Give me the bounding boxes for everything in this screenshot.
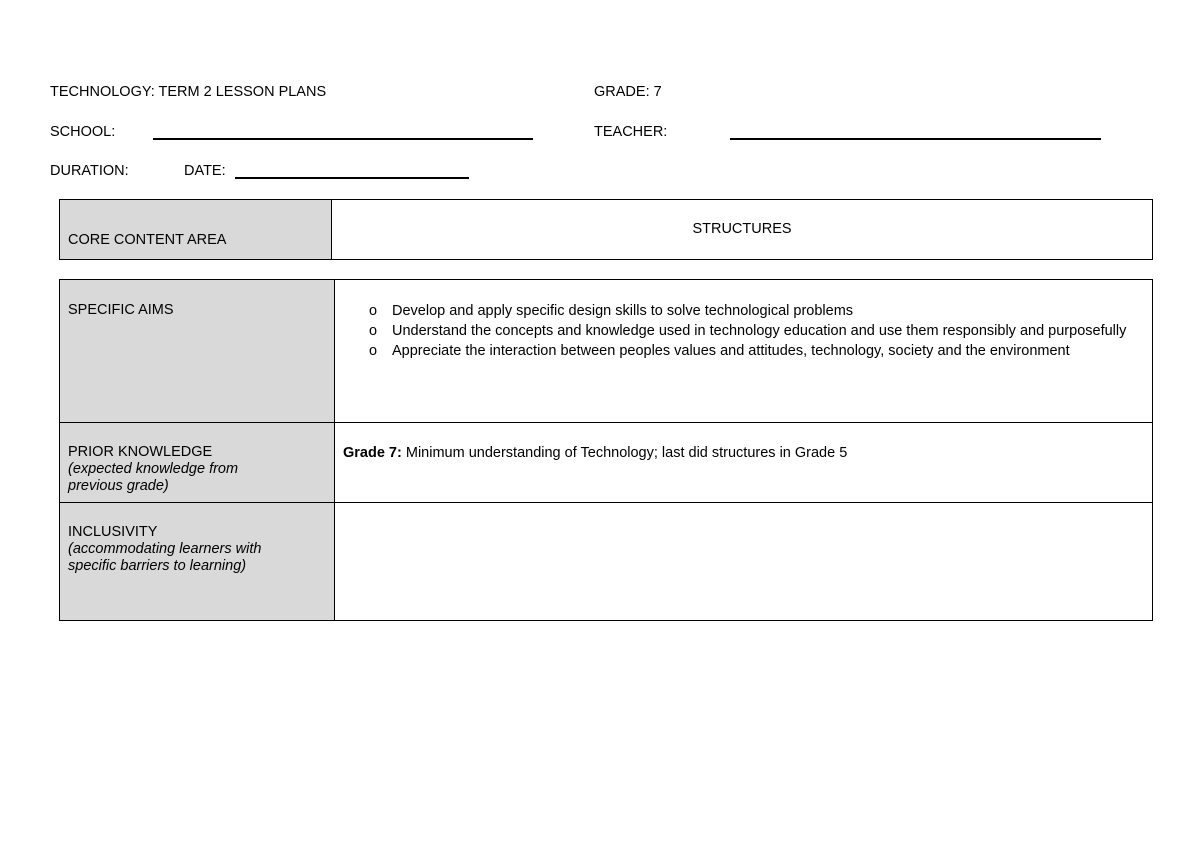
specific-aims-label: SPECIFIC AIMS	[68, 302, 174, 318]
aim-item	[357, 301, 1138, 321]
core-content-label-cell	[60, 200, 332, 260]
grade-label: GRADE: 7	[594, 84, 662, 100]
specific-aims-content-cell	[335, 280, 1153, 423]
bullet-icon: o	[369, 343, 378, 359]
teacher-label: TEACHER:	[594, 124, 668, 140]
inclusivity-label: INCLUSIVITY	[68, 524, 158, 540]
teacher-blank[interactable]	[730, 138, 1101, 140]
aim-item	[357, 321, 1138, 341]
prior-knowledge-label: PRIOR KNOWLEDGE	[68, 444, 213, 460]
date-blank[interactable]	[235, 177, 469, 179]
core-content-row	[60, 200, 1153, 260]
core-content-value: STRUCTURES	[692, 221, 792, 237]
bullet-icon: o	[369, 303, 378, 319]
school-blank[interactable]	[153, 138, 533, 140]
inclusivity-content-cell[interactable]	[335, 503, 1153, 621]
bullet-icon: o	[369, 323, 378, 339]
core-content-label: CORE CONTENT AREA	[68, 232, 227, 248]
prior-knowledge-text: Minimum understanding of Technology; last did structures in Grade 5	[405, 445, 848, 461]
aim-text: Appreciate the interaction between peoples values and attitudes, technology, society and the environment	[392, 343, 1070, 359]
core-content-value-cell	[332, 200, 1153, 260]
specific-aims-label-cell	[60, 280, 335, 423]
inclusivity-sublabel: (accommodating learners with specific barriers to learning)	[68, 541, 262, 574]
prior-knowledge-grade-label: Grade 7:	[343, 445, 402, 461]
core-content-table	[59, 199, 1153, 260]
inclusivity-row	[60, 503, 1153, 621]
lesson-plan-table	[59, 279, 1153, 621]
aim-text: Understand the concepts and knowledge used in technology education and use them responsibly and purposefully	[392, 323, 1127, 339]
inclusivity-label-cell	[60, 503, 335, 621]
date-label: DATE:	[184, 163, 226, 179]
school-label: SCHOOL:	[50, 124, 116, 140]
aim-text: Develop and apply specific design skills to solve technological problems	[392, 303, 854, 319]
document-title: TECHNOLOGY: TERM 2 LESSON PLANS	[50, 84, 327, 100]
prior-knowledge-sublabel: (expected knowledge from previous grade)	[68, 461, 239, 494]
duration-label: DURATION:	[50, 163, 129, 179]
prior-knowledge-label-cell	[60, 423, 335, 503]
prior-knowledge-row	[60, 423, 1153, 503]
prior-knowledge-content-cell	[335, 423, 1153, 503]
specific-aims-row	[60, 280, 1153, 423]
aim-item	[357, 341, 1138, 361]
specific-aims-list	[357, 301, 1138, 361]
